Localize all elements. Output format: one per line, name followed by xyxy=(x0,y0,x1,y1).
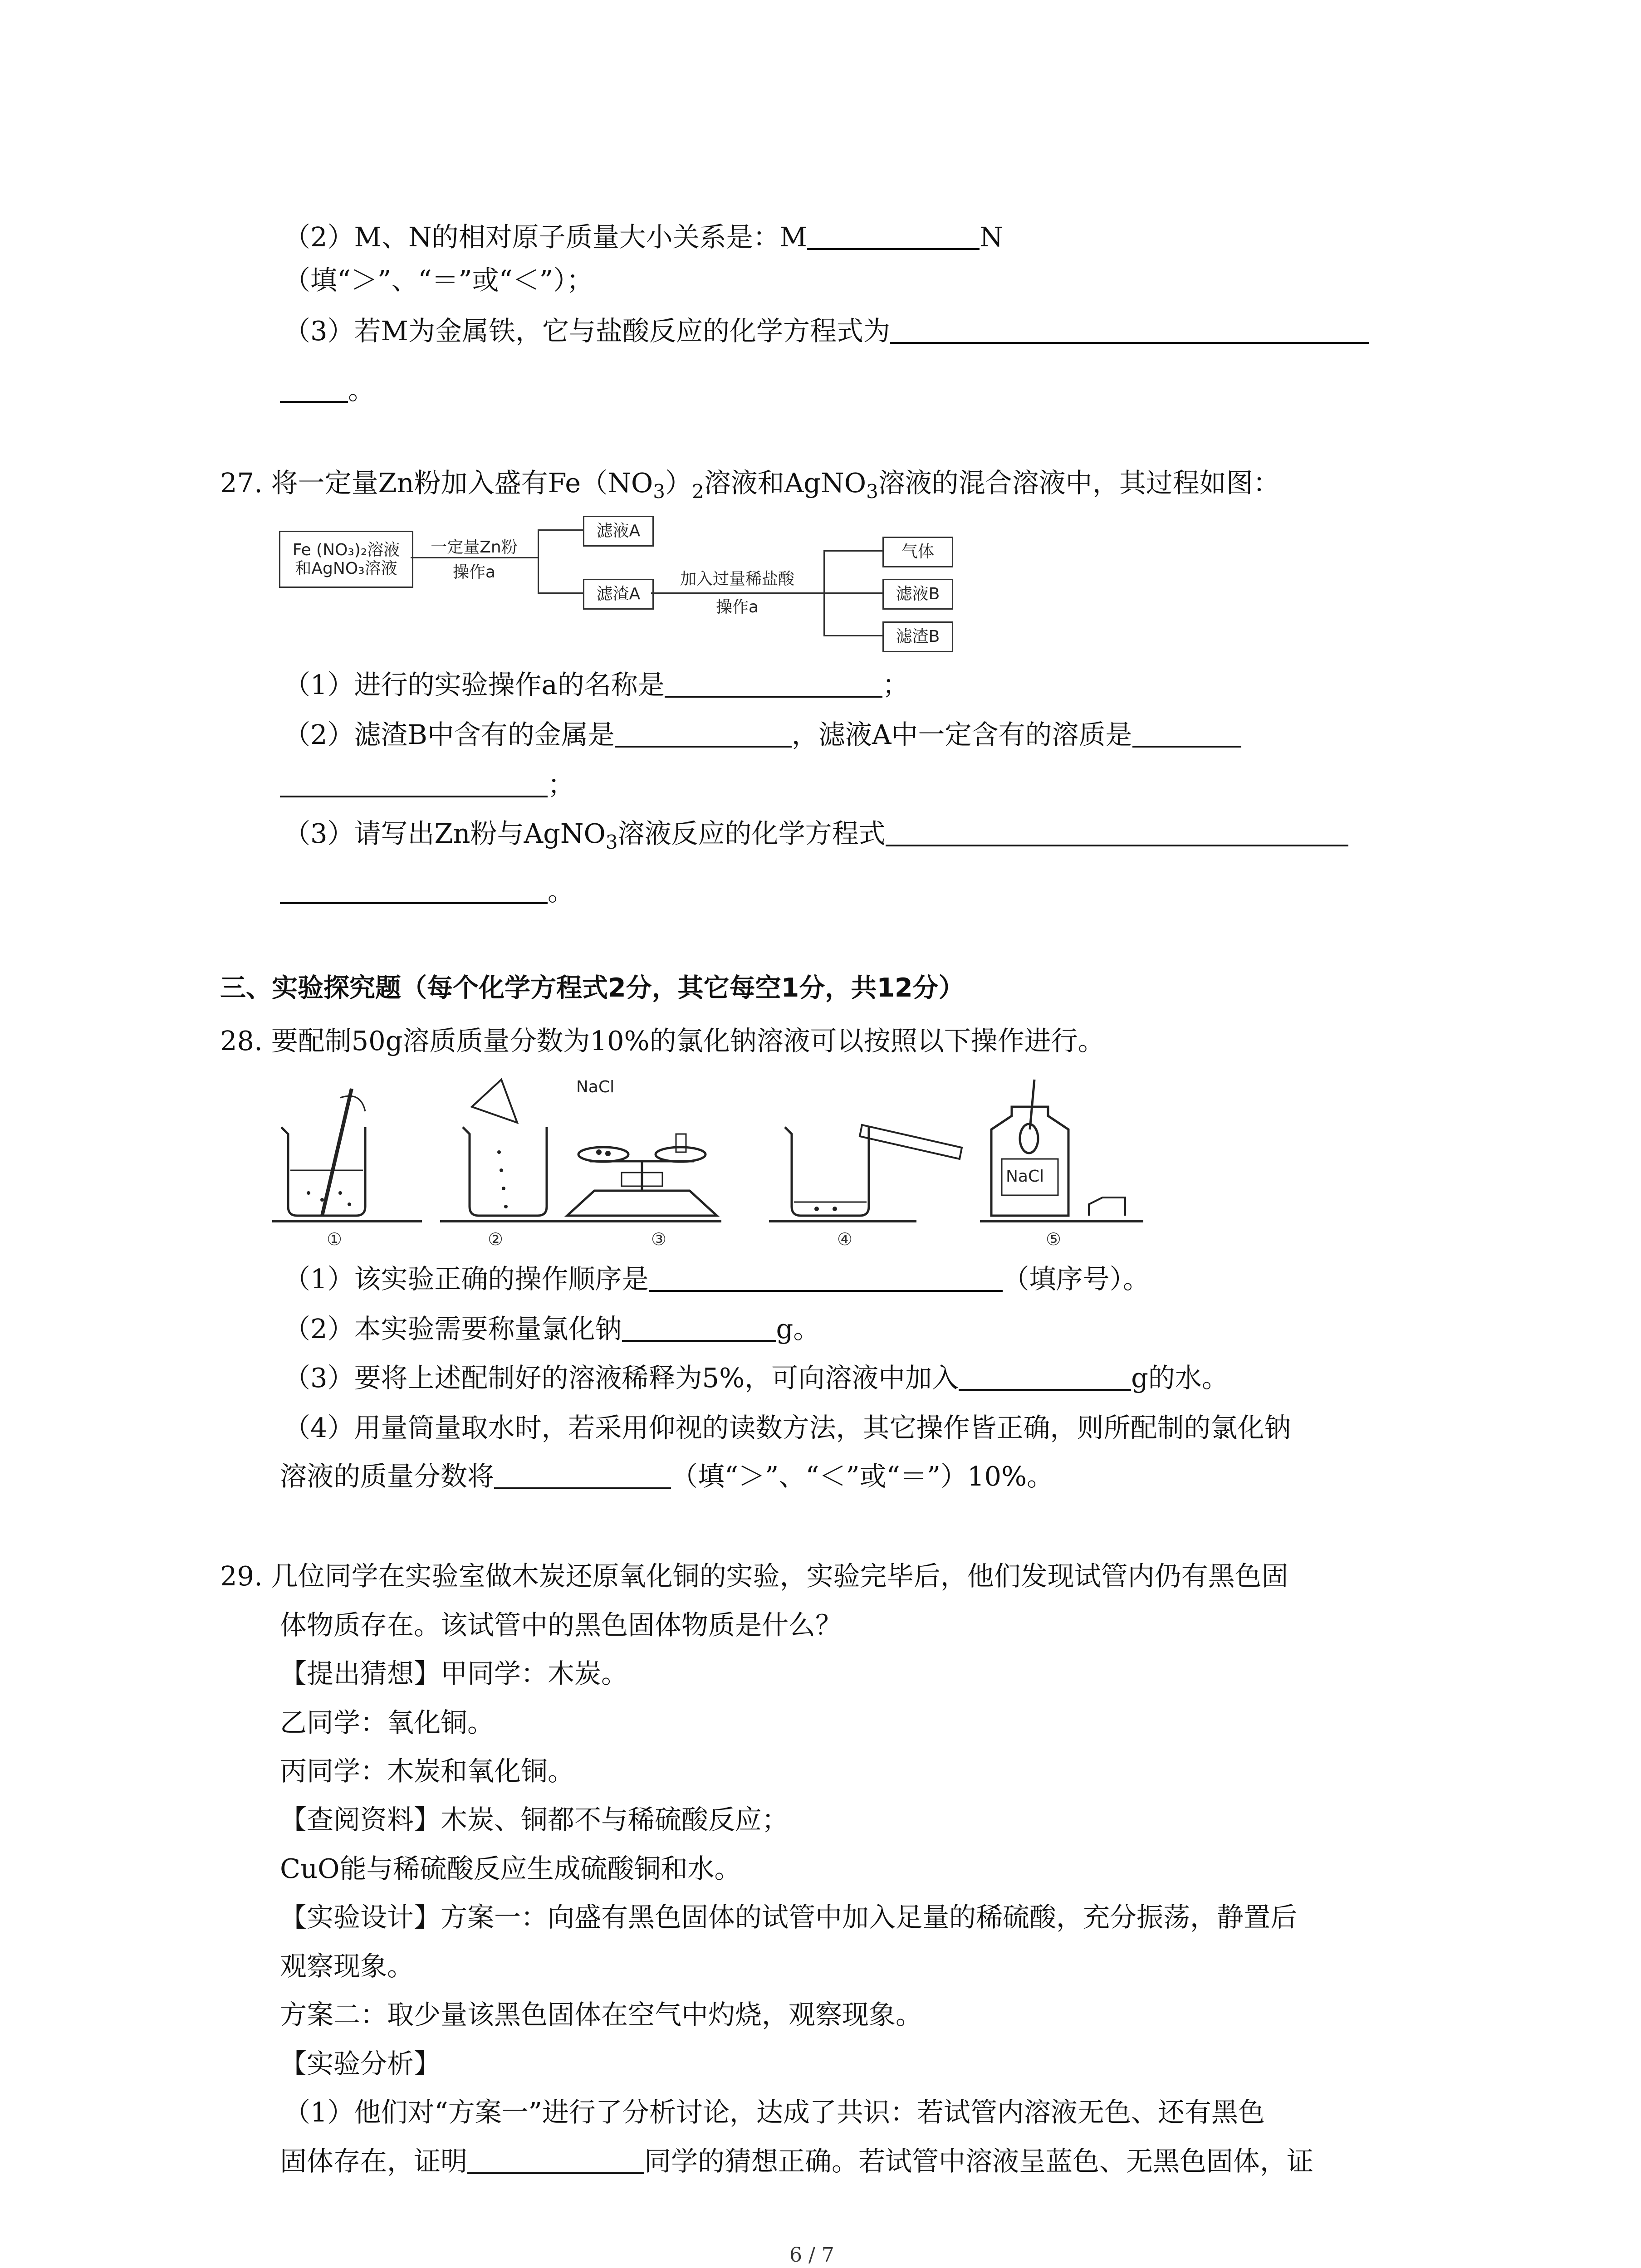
q28-part2-blank[interactable] xyxy=(622,1316,776,1342)
beaker-stirring-figure xyxy=(272,1089,422,1221)
fig-label-5: ⑤ xyxy=(1046,1229,1062,1249)
q27-part1-line: （1）进行的实验操作a的名称是 ； xyxy=(284,669,909,700)
q29-design3: 方案二：取少量该黑色固体在空气中灼烧，观察现象。 xyxy=(280,1999,923,2030)
q26-part3-blank-cont[interactable] xyxy=(280,377,348,403)
q26-part2-line: （2）M、N的相对原子质量大小关系是：M N xyxy=(284,221,1003,253)
q27-part2-line: （2）滤渣B中含有的金属是 ，滤液A中一定含有的溶质是 xyxy=(284,721,1241,748)
fig-label-1: ① xyxy=(327,1229,343,1249)
q28-figures xyxy=(272,1070,1180,1261)
q29-analysis-heading: 【实验分析】 xyxy=(280,2048,441,2079)
q28-part4-line1: （4）用量筒量取水时，若采用仰视的读数方法，其它操作皆正确，则所配制的氯化钠 xyxy=(284,1412,1291,1443)
flow-step2-label: 加入过量稀盐酸 xyxy=(680,570,794,588)
q28-part3-line: （3）要将上述配制好的溶液稀释为5%，可向溶液中加入 g的水。 xyxy=(284,1362,1229,1393)
q28-part3-blank[interactable] xyxy=(959,1365,1131,1391)
q28-stem: 28. 要配制50g溶质质量分数为10%的氯化钠溶液可以按照以下操作进行。 xyxy=(220,1025,1105,1056)
q27-part2-blank2[interactable] xyxy=(1132,722,1241,748)
fig-label-2: ② xyxy=(488,1229,504,1249)
q26-part3-cont: 。 xyxy=(280,376,375,403)
q27-part2-cont: ； xyxy=(280,771,574,798)
flow-filtrate-a: 滤液A xyxy=(583,516,654,547)
q29-design2: 观察现象。 xyxy=(280,1950,414,1982)
q29-guess1: 【提出猜想】甲同学：木炭。 xyxy=(280,1658,628,1689)
q27-stem: 27. 将一定量Zn粉加入盛有$Fe(NO_3)_2$溶液和AgNO$_3$溶液的混合溶液中，其过程如图： xyxy=(220,467,1280,503)
q28-part2-line: （2）本实验需要称量氯化钠 g。 xyxy=(284,1313,820,1344)
q29-a1-line1: （1）他们对“方案一”进行了分析讨论，达成了共识：若试管内溶液无色、还有黑色 xyxy=(284,2097,1265,2128)
q28-part4-line2: 溶液的质量分数将 （填“＞”、“＜”或“＝”）10%。 xyxy=(280,1461,1054,1492)
q29-stem-line2: 体物质存在。该试管中的黑色固体物质是什么？ xyxy=(280,1609,843,1641)
cylinder-pouring-figure xyxy=(769,1125,962,1221)
balance-figure xyxy=(563,1134,721,1221)
flow-step1-op: 操作a xyxy=(452,563,496,582)
q29-a1-blank[interactable] xyxy=(467,2149,644,2174)
q28-part1-blank[interactable] xyxy=(649,1266,1003,1292)
reagent-bottle-figure xyxy=(980,1080,1143,1221)
q26-part2-blank[interactable] xyxy=(807,225,980,250)
nacl-label-bottle: NaCl xyxy=(1006,1167,1044,1186)
fig-label-3: ③ xyxy=(651,1229,667,1249)
q29-stem-line1: 29. 几位同学在实验室做木炭还原氧化铜的实验，实验完毕后，他们发现试管内仍有黑色固 xyxy=(220,1560,1288,1592)
flow-gas: 气体 xyxy=(882,537,953,567)
flow-step1-label: 一定量Zn粉 xyxy=(431,538,518,557)
q26-part3-blank[interactable] xyxy=(890,318,1369,344)
q29-design1: 【实验设计】方案一：向盛有黑色固体的试管中加入足量的稀硫酸，充分振荡，静置后 xyxy=(280,1901,1298,1933)
q28-part4-blank[interactable] xyxy=(494,1464,671,1489)
flow-filtrate-b: 滤液B xyxy=(882,579,953,610)
flow-residue-b: 滤渣B xyxy=(882,621,953,652)
q28-part1-line: （1）该实验正确的操作顺序是 （填序号）。 xyxy=(284,1263,1150,1295)
q27-part3-line: （3）请写出Zn粉与AgNO$_3$溶液反应的化学方程式 xyxy=(284,820,1348,852)
q29-info1: 【查阅资料】木炭、铜都不与稀硫酸反应； xyxy=(280,1804,789,1835)
beaker-pouring-figure xyxy=(440,1080,585,1221)
fig-label-4: ④ xyxy=(837,1229,853,1249)
q27-part3-blank-cont[interactable] xyxy=(280,879,548,904)
flow-residue-a: 滤渣A xyxy=(583,579,654,610)
q27-part3-cont: 。 xyxy=(280,878,574,904)
q27-part2-blank1[interactable] xyxy=(615,722,792,748)
flow-step2-op: 操作a xyxy=(715,598,759,616)
q27-part3-blank[interactable] xyxy=(886,821,1348,846)
q29-guess3: 丙同学：木炭和氧化铜。 xyxy=(280,1755,575,1787)
q27-part2-blank2-cont[interactable] xyxy=(280,772,548,797)
q27-part1-blank[interactable] xyxy=(665,672,882,698)
q29-info2: CuO能与稀硫酸反应生成硫酸铜和水。 xyxy=(280,1853,741,1884)
page-number: 6 / 7 xyxy=(789,2244,834,2267)
section3-title: 三、实验探究题（每个化学方程式2分，其它每空1分，共12分） xyxy=(220,973,965,1003)
q29-a1-line2: 固体存在，证明 同学的猜想正确。若试管中溶液呈蓝色、无黑色固体，证 xyxy=(280,2146,1314,2177)
nacl-label-balance: NaCl xyxy=(576,1078,615,1096)
q26-part2-hint: （填“＞”、“＝”或“＜”）； xyxy=(284,264,593,296)
flow-start-box: Fe (NO₃)₂溶液 和AgNO₃溶液 xyxy=(279,531,413,588)
q29-guess2: 乙同学：氧化铜。 xyxy=(280,1707,495,1738)
q26-part3-line: （3）若M为金属铁，它与盐酸反应的化学方程式为 xyxy=(284,318,1369,344)
